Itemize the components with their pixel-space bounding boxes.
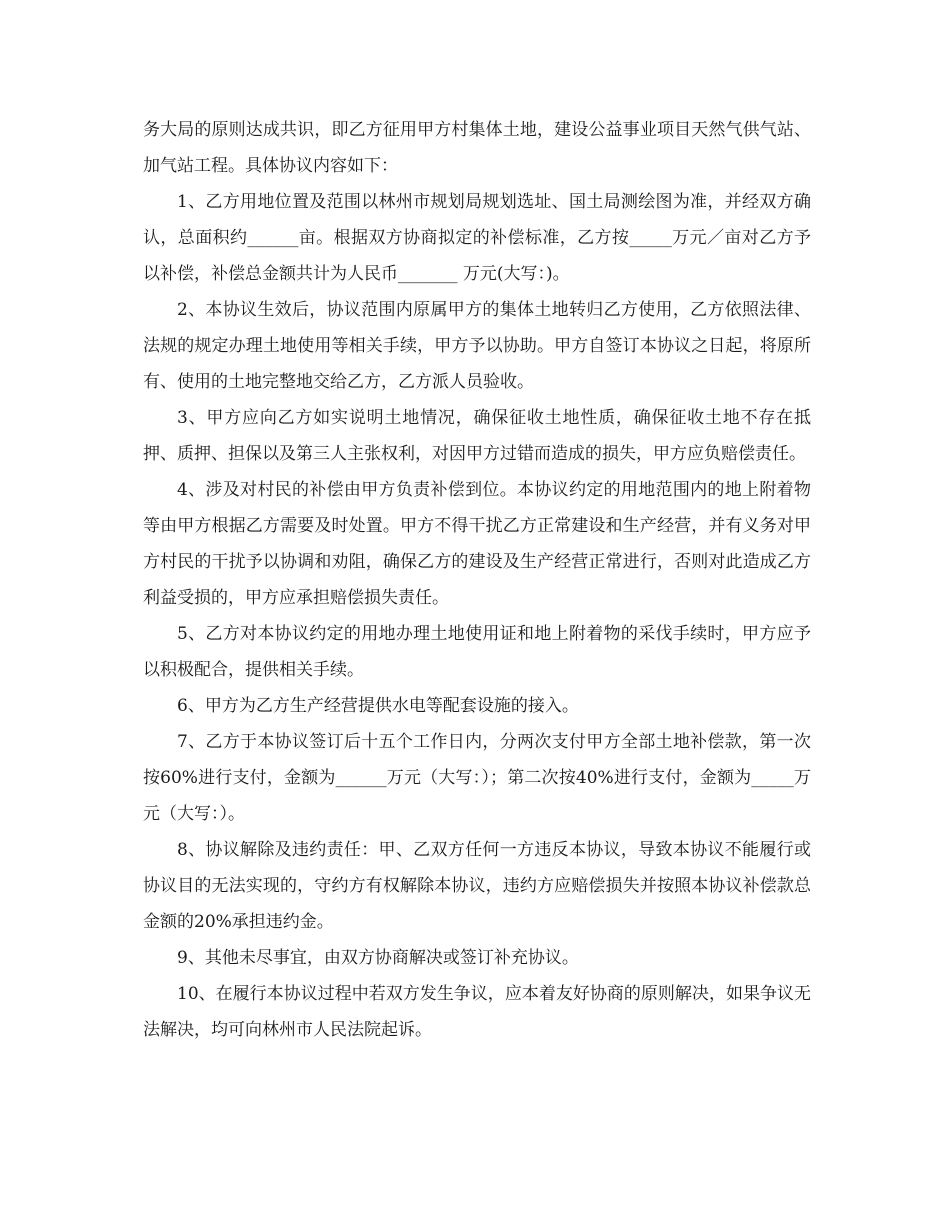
paragraph-clause-1: 1、乙方用地位置及范围以林州市规划局规划选址、国土局测绘图为准，并经双方确认，总面积约______亩。根据双方协商拟定的补偿标准，乙方按_____万元／亩对乙方予以补偿，补偿总金额共计为人民币_______ 万元(大写：)。	[143, 192, 811, 284]
paragraph-clause-6: 6、甲方为乙方生产经营提供水电等配套设施的接入。	[177, 696, 579, 716]
paragraph-clause-3: 3、甲方应向乙方如实说明土地情况，确保征收土地性质，确保征收土地不存在抵押、质押、担保以及第三人主张权利，对因甲方过错而造成的损失，甲方应负赔偿责任。	[143, 408, 811, 464]
paragraph-intro-continuation: 务大局的原则达成共识，即乙方征用甲方村集体土地，建设公益事业项目天然气供气站、加气站工程。具体协议内容如下：	[143, 120, 811, 176]
paragraph-clause-8: 8、协议解除及违约责任：甲、乙双方任何一方违反本协议，导致本协议不能履行或协议目的无法实现的，守约方有权解除本协议，违约方应赔偿损失并按照本协议补偿款总金额的20%承担违约金。	[143, 840, 811, 932]
paragraph-clause-2: 2、本协议生效后，协议范围内原属甲方的集体土地转归乙方使用，乙方依照法律、法规的规定办理土地使用等相关手续，甲方予以协助。甲方自签订本协议之日起，将原所有、使用的土地完整地交给乙方，乙方派人员验收。	[143, 300, 811, 392]
paragraph-clause-10: 10、在履行本协议过程中若双方发生争议，应本着友好协商的原则解决，如果争议无法解决，均可向林州市人民法院起诉。	[143, 984, 811, 1040]
document-body	[143, 112, 811, 1048]
paragraph-clause-9: 9、其他未尽事宜，由双方协商解决或签订补充协议。	[177, 948, 579, 968]
paragraph-clause-5: 5、乙方对本协议约定的用地办理土地使用证和地上附着物的采伐手续时，甲方应予以积极配合，提供相关手续。	[143, 624, 811, 680]
paragraph-clause-4: 4、涉及对村民的补偿由甲方负责补偿到位。本协议约定的用地范围内的地上附着物等由甲方根据乙方需要及时处置。甲方不得干扰乙方正常建设和生产经营，并有义务对甲方村民的干扰予以协调和劝阻，确保乙方的建设及生产经营正常进行，否则对此造成乙方利益受损的，甲方应承担赔偿损失责任。	[143, 480, 811, 608]
paragraph-clause-7: 7、乙方于本协议签订后十五个工作日内，分两次支付甲方全部土地补偿款，第一次按60%进行支付，金额为______万元（大写：）；第二次按40%进行支付，金额为_____万元（大写：）。	[143, 732, 811, 824]
